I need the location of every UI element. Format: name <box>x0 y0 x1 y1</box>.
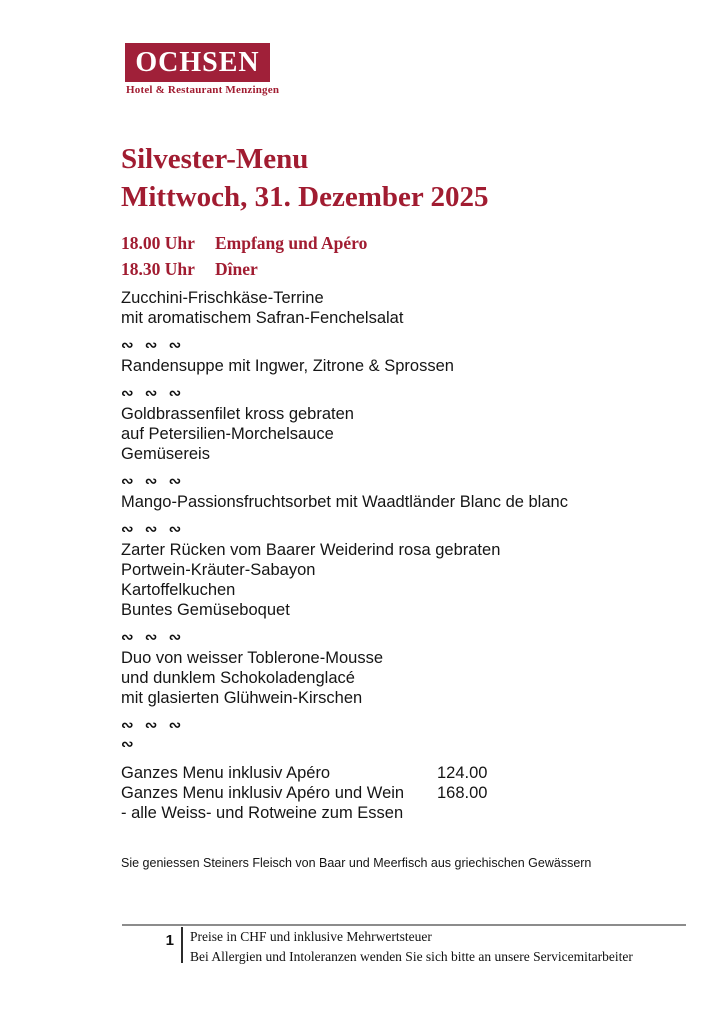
price-label: Ganzes Menu inklusiv Apéro und Wein <box>121 784 405 802</box>
footer-rule <box>122 924 686 926</box>
price-value: 124.00 <box>437 764 488 782</box>
dish-line: Mango-Passionsfruchtsorbet mit Waadtländer Blanc de blanc <box>121 493 568 511</box>
vine-ornament-separator-icon: ∾ ∾ ∾ <box>121 472 185 490</box>
pricing-section <box>121 763 488 823</box>
schedule-time: 18.30 Uhr <box>121 259 195 279</box>
hotel-logo <box>125 43 270 82</box>
vine-ornament-separator-icon: ∾ ∾ ∾ <box>121 716 185 734</box>
schedule-event: Empfang und Apéro <box>215 233 368 253</box>
dish-line: Gemüsereis <box>121 445 210 463</box>
price-row <box>121 803 404 823</box>
schedule-time: 18.00 Uhr <box>121 233 195 253</box>
price-label: - alle Weiss- und Rotweine zum Essen <box>121 804 404 822</box>
dish-line: Portwein-Kräuter-Sabayon <box>121 561 316 579</box>
price-label: Ganzes Menu inklusiv Apéro <box>121 764 331 782</box>
dish-line: mit aromatischem Safran-Fenchelsalat <box>121 309 404 327</box>
vine-ornament-separator-icon: ∾ <box>121 735 137 753</box>
hotel-logo-subtitle: Hotel & Restaurant Menzingen <box>126 84 280 96</box>
vine-ornament-separator-icon: ∾ ∾ ∾ <box>121 336 185 354</box>
menu-course-list <box>121 288 568 756</box>
hotel-logo-wordmark: OCHSEN <box>135 46 260 78</box>
footer-note-line: Bei Allergien und Intoleranzen wenden Sie sich bitte an unsere Servicemitarbeiter <box>190 948 633 964</box>
dish-line: Buntes Gemüseboquet <box>121 601 290 619</box>
menu-title: Silvester-Menu <box>121 143 309 175</box>
price-row <box>121 783 488 803</box>
dish-line: und dunklem Schokoladenglacé <box>121 669 355 687</box>
dish-line: auf Petersilien-Morchelsauce <box>121 425 334 443</box>
footer-divider <box>181 927 183 963</box>
dish-line: Goldbrassenfilet kross gebraten <box>121 405 354 423</box>
footer-note-line: Preise in CHF und inklusive Mehrwertsteuer <box>190 929 432 944</box>
vine-ornament-separator-icon: ∾ ∾ ∾ <box>121 520 185 538</box>
menu-title-block <box>121 140 489 216</box>
page-number: 1 <box>165 932 174 949</box>
dish-line: mit glasierten Glühwein-Kirschen <box>121 689 363 707</box>
schedule-row <box>121 256 367 282</box>
price-value: 168.00 <box>437 784 488 802</box>
schedule-event: Dîner <box>215 259 258 279</box>
menu-date: Mittwoch, 31. Dezember 2025 <box>121 181 489 213</box>
schedule-row <box>121 230 367 256</box>
dish-line: Zucchini-Frischkäse-Terrine <box>121 289 324 307</box>
dish-line: Randensuppe mit Ingwer, Zitrone & Sprossen <box>121 357 454 375</box>
vine-ornament-separator-icon: ∾ ∾ ∾ <box>121 384 185 402</box>
footer-notes <box>190 927 633 966</box>
dish-line: Duo von weisser Toblerone-Mousse <box>121 649 383 667</box>
vine-ornament-separator-icon: ∾ ∾ ∾ <box>121 628 185 646</box>
dish-line: Kartoffelkuchen <box>121 581 236 599</box>
event-schedule <box>121 230 367 282</box>
price-row <box>121 763 488 783</box>
dish-line: Zarter Rücken vom Baarer Weiderind rosa gebraten <box>121 541 501 559</box>
sourcing-note: Sie geniessen Steiners Fleisch von Baar und Meerfisch aus griechischen Gewässern <box>121 856 592 870</box>
